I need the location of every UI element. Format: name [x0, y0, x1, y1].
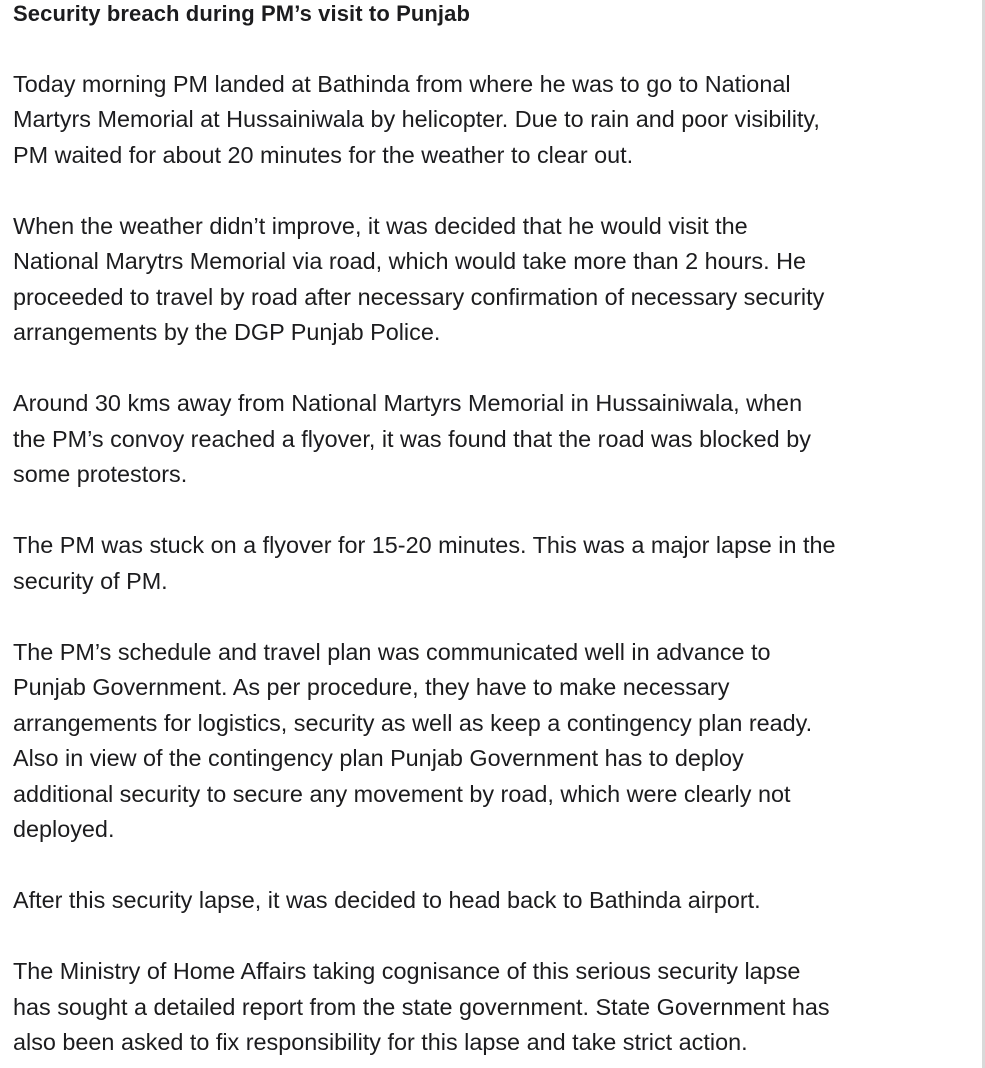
paragraph-line: When the weather didn’t improve, it was decided that he would visit the — [13, 212, 748, 239]
paragraph-gap — [13, 31, 981, 67]
paragraph-schedule — [13, 635, 981, 848]
paragraph-line: The PM was stuck on a flyover for 15-20 minutes. This was a major lapse in the — [13, 532, 836, 558]
paragraph-landing — [13, 67, 981, 174]
paragraph-line: proceeded to travel by road after necessary confirmation of necessary security — [13, 283, 825, 310]
paragraph-line: Around 30 kms away from National Martyrs Memorial in Hussainiwala, when — [13, 390, 803, 416]
paragraph-line: After this security lapse, it was decided to head back to Bathinda airport. — [13, 887, 761, 913]
paragraph-gap — [13, 351, 981, 387]
paragraph-road-decision — [13, 209, 981, 351]
paragraph-ministry — [13, 954, 981, 1061]
paragraph-stuck — [13, 528, 981, 599]
paragraph-return — [13, 883, 981, 919]
paragraph-line: arrangements by the DGP Punjab Police. — [13, 319, 441, 345]
paragraph-flyover-block — [13, 386, 981, 493]
paragraph-line: Today morning PM landed at Bathinda from where he was to go to National — [13, 70, 791, 97]
document-body — [13, 0, 981, 1061]
paragraph-line: The Ministry of Home Affairs taking cognisance of this serious security lapse — [13, 958, 801, 984]
paragraph-line: arrangements for logistics, security as well as keep a contingency plan ready. — [13, 709, 813, 736]
paragraph-gap — [13, 599, 981, 635]
paragraph-line: Martyrs Memorial at Hussainiwala by helicopter. Due to rain and poor visibility, — [13, 106, 820, 132]
paragraph-line: additional security to secure any movement by road, which were clearly not — [13, 780, 791, 807]
paragraph-line: The PM’s schedule and travel plan was communicated well in advance to — [13, 638, 771, 665]
paragraph-line: Also in view of the contingency plan Punjab Government has to deploy — [13, 745, 744, 771]
paragraph-line: National Marytrs Memorial via road, which would take more than 2 hours. He — [13, 248, 807, 274]
paragraph-line: some protestors. — [13, 461, 188, 487]
paragraph-gap — [13, 493, 981, 529]
paragraph-gap — [13, 919, 981, 955]
paragraph-line: also been asked to fix responsibility for this lapse and take strict action. — [13, 1029, 748, 1055]
paragraph-line: the PM’s convoy reached a flyover, it was found that the road was blocked by — [13, 425, 811, 452]
paragraph-line: security of PM. — [13, 567, 168, 594]
paragraph-line: deployed. — [13, 816, 115, 842]
paragraph-gap — [13, 848, 981, 884]
paragraph-line: has sought a detailed report from the state government. State Government has — [13, 993, 830, 1020]
paragraph-line: Punjab Government. As per procedure, they have to make necessary — [13, 674, 730, 700]
paragraph-gap — [13, 173, 981, 209]
paragraph-line: PM waited for about 20 minutes for the weather to clear out. — [13, 141, 634, 168]
document-title: Security breach during PM’s visit to Punjab — [13, 1, 471, 26]
